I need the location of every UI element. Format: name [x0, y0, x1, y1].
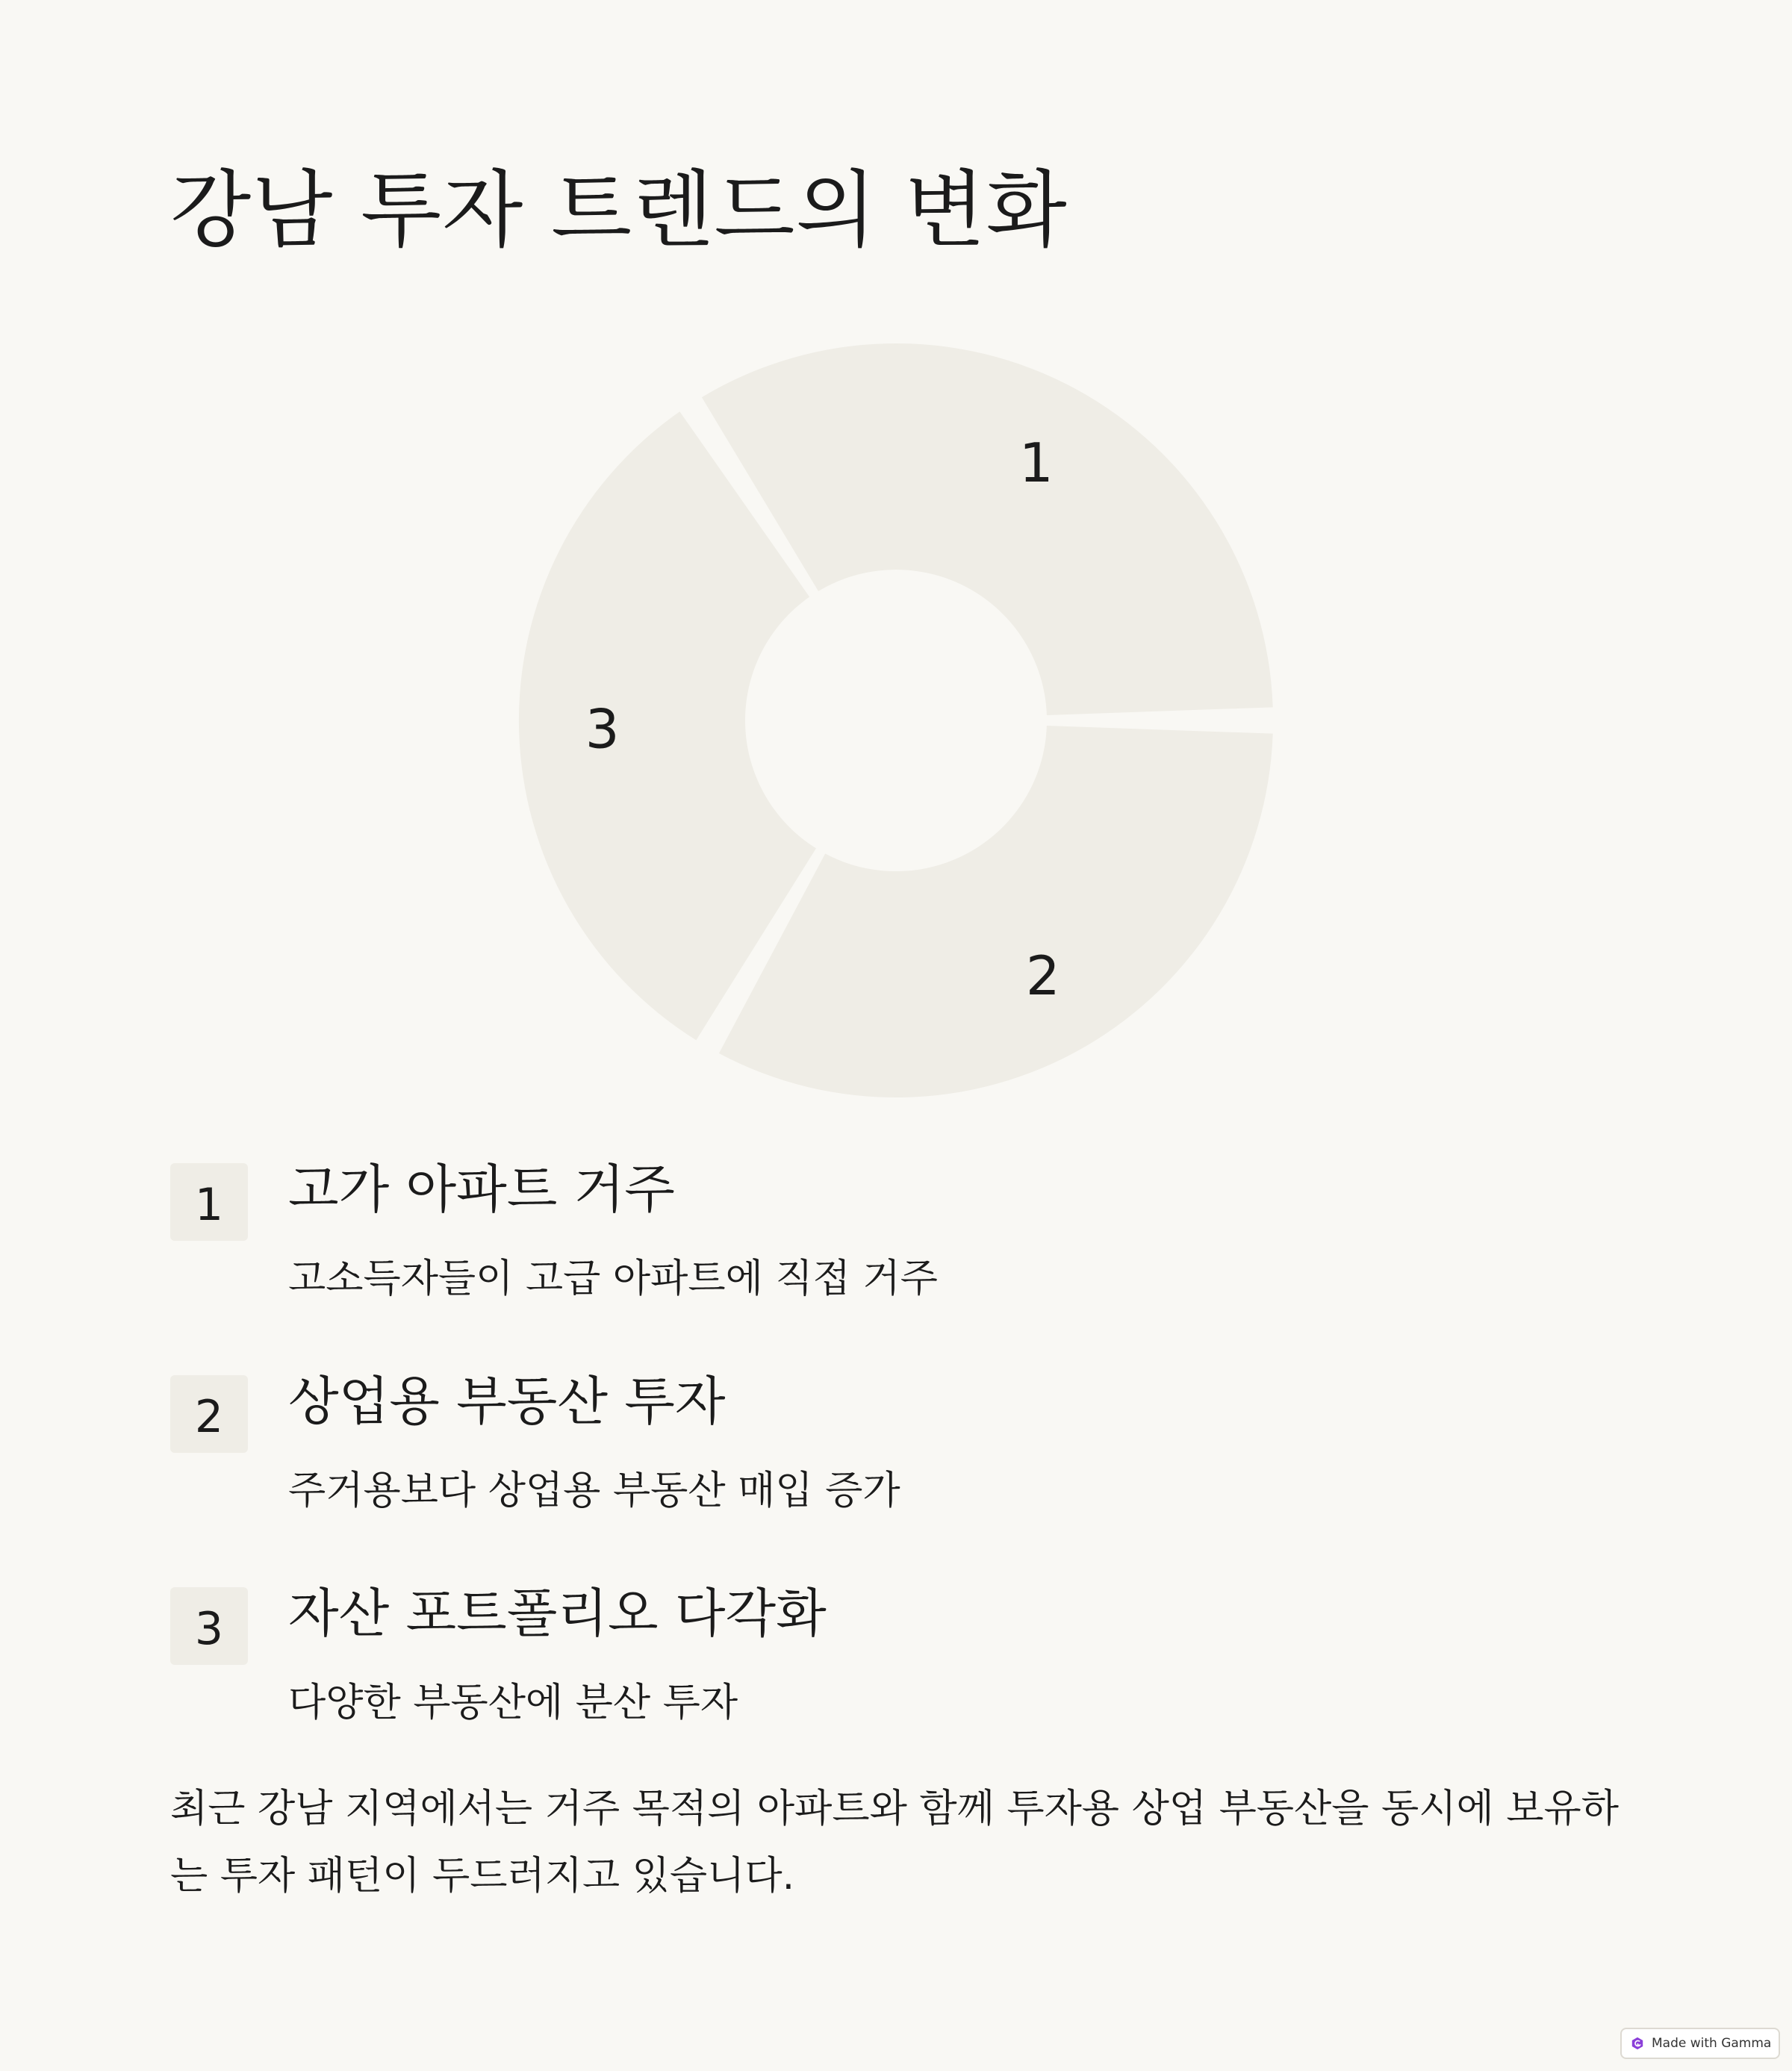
cycle-segment-label-3: 3: [585, 697, 620, 761]
step-number-badge: 1: [170, 1163, 248, 1241]
step-item-3: [170, 1583, 1589, 1766]
step-number-badge: 3: [170, 1587, 248, 1665]
step-title: 상업용 부동산 투자: [288, 1371, 726, 1432]
step-item-2: [170, 1371, 1589, 1554]
cycle-segments: [519, 343, 1273, 1097]
step-description: 주거용보다 상업용 부동산 매입 증가: [288, 1469, 900, 1513]
step-description: 고소득자들이 고급 아파트에 직접 거주: [288, 1256, 938, 1301]
page-title: 강남 투자 트렌드의 변화: [170, 162, 1068, 259]
gamma-logo-icon: [1631, 2037, 1644, 2050]
cycle-segment-1: [702, 343, 1273, 715]
cycle-segment-label-1: 1: [1018, 432, 1054, 495]
step-title: 고가 아파트 거주: [288, 1159, 675, 1220]
made-with-gamma-badge[interactable]: [1620, 2028, 1780, 2059]
step-description: 다양한 부동산에 분산 투자: [288, 1681, 738, 1725]
made-with-gamma-label: Made with Gamma: [1652, 2036, 1772, 2051]
step-title: 자산 포트폴리오 다각화: [288, 1583, 827, 1644]
cycle-segment-label-2: 2: [1025, 944, 1060, 1007]
step-number-badge: 2: [170, 1375, 248, 1453]
summary-text: 최근 강남 지역에서는 거주 목적의 아파트와 함께 투자용 상업 부동산을 동시에 보유하는 투자 패턴이 두드러지고 있습니다.: [170, 1787, 1619, 1899]
step-item-1: [170, 1159, 1589, 1342]
cycle-segment-2: [719, 726, 1273, 1097]
